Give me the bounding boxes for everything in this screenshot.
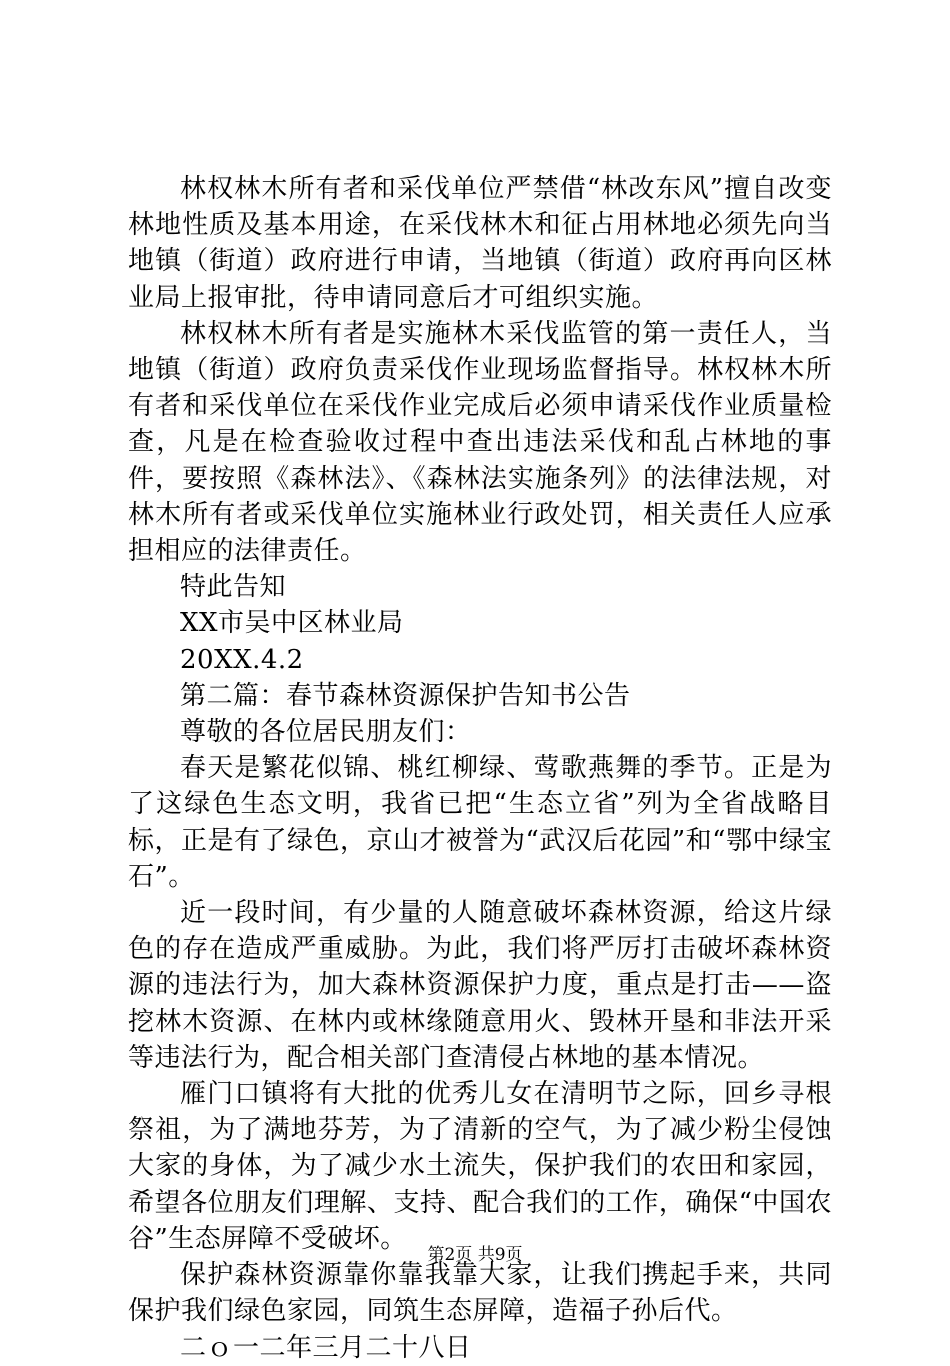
paragraph-enforcement: 近一段时间，有少量的人随意破坏森林资源，给这片绿色的存在造成严重威胁。为此，我们将严厉打击破坏森林资源的违法行为，加大森林资源保护力度，重点是打击——盗挖林木资源、在林内或林缘随意用火、毁林开垦和非法开采等违法行为，配合相关部门查清侵占林地的基本情况。 <box>128 898 832 1073</box>
paragraph-issuer: XX市吴中区林业局 <box>180 608 404 639</box>
page-footer <box>0 1244 950 1266</box>
document-body <box>128 171 832 1366</box>
section-heading: 第二篇：春节森林资源保护告知书公告 <box>180 680 631 711</box>
paragraph-salutation: 尊敬的各位居民朋友们： <box>180 717 472 748</box>
paragraph-responsibility: 林权林木所有者是实施林木采伐监管的第一责任人，当地镇（街道）政府负责采伐作业现场监督指导。林权林木所有者和采伐单位在采伐作业完成后必须申请采伐作业质量检查，凡是在检查验收过程中查出违法采伐和乱占林地的事件，要按照《森林法》、《森林法实施条列》的法律法规，对林木所有者或采伐单位实施林业行政处罚，相关责任人应承担相应的法律责任。 <box>128 318 832 567</box>
paragraph-approval-requirement: 林权林木所有者和采伐单位严禁借“林改东风”擅自改变林地性质及基本用途，在采伐林木和征占用林地必须先向当地镇（街道）政府进行申请，当地镇（街道）政府再向区林业局上报审批，待申请同意后才可组织实施。 <box>128 174 832 313</box>
paragraph-date: 20XX.4.2 <box>180 644 304 675</box>
page-number-label: 第2页 共9页 <box>427 1245 523 1265</box>
paragraph-qingming: 雁门口镇将有大批的优秀儿女在清明节之际，回乡寻根祭祖，为了满地芬芳，为了清新的空气，为了减少粉尘侵蚀大家的身体，为了减少水土流失，保护我们的农田和家园，希望各位朋友们理解、支持、配合我们的工作，确保“中国农谷”生态屏障不受破坏。 <box>128 1079 832 1254</box>
paragraph-call-to-action: 保护森林资源靠你靠我靠大家，让我们携起手来，共同保护我们绿色家园，同筑生态屏障，造福子孙后代。 <box>128 1260 832 1327</box>
paragraph-notice-closing: 特此告知 <box>180 572 287 603</box>
paragraph-final-date: 二ｏ一二年三月二十八日 <box>180 1332 472 1363</box>
paragraph-spring: 春天是繁花似锦、桃红柳绿、莺歌燕舞的季节。正是为了这绿色生态文明，我省已把“生态立省”列为全省战略目标，正是有了绿色，京山才被誉为“武汉后花园”和“鄂中绿宝石”。 <box>128 753 832 892</box>
